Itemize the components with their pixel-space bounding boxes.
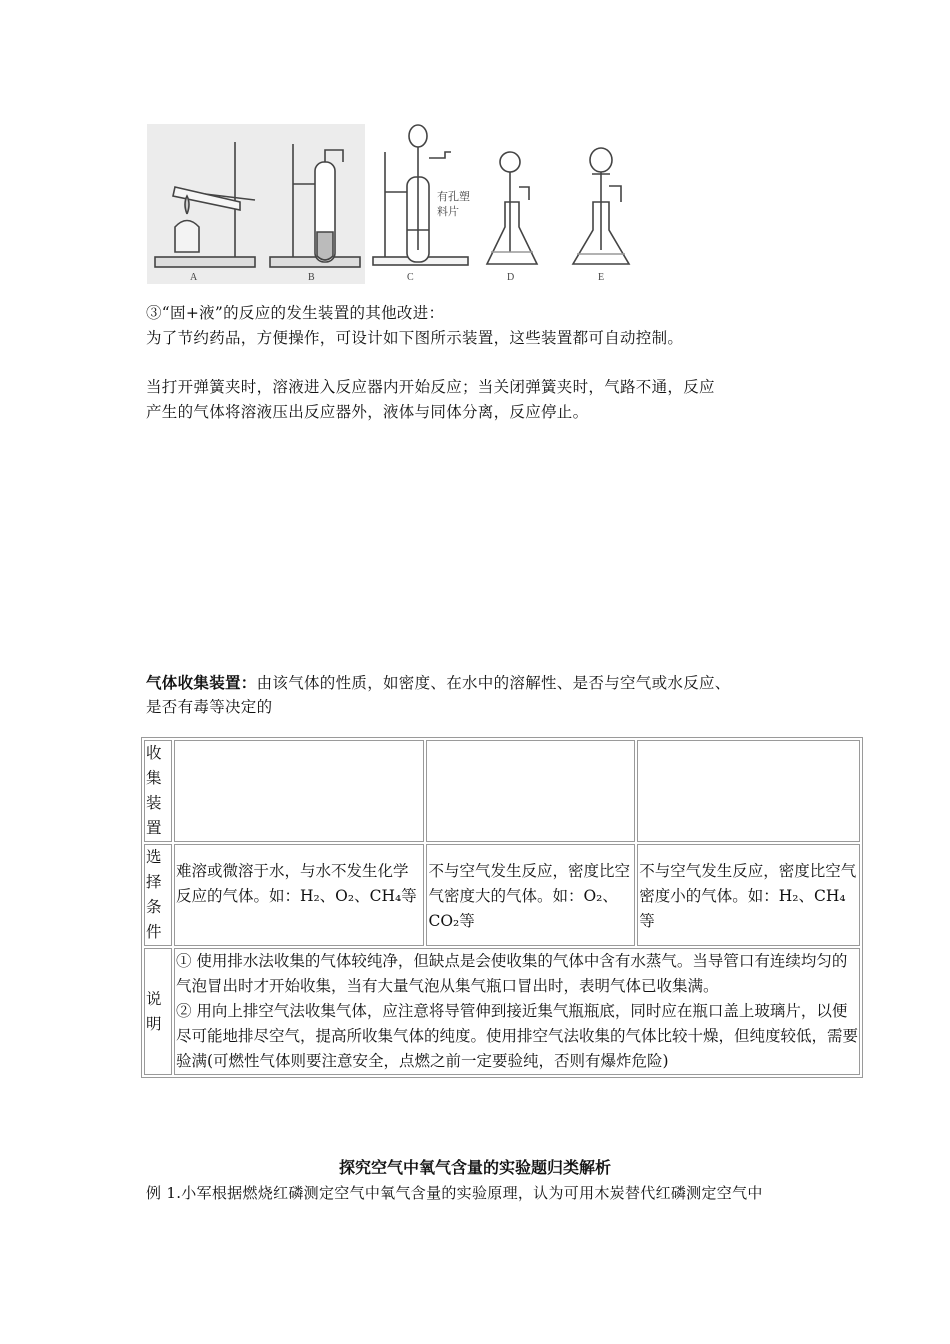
collection-line1: 由该气体的性质，如密度、在水中的溶解性、是否与空气或水反应、 [256, 674, 731, 692]
apparatus-figure [145, 122, 635, 290]
note-2: ② 用向上排空气法收集气体，应注意将导管伸到接近集气瓶瓶底，同时应在瓶口盖上玻璃片，以便尽可能地排尽空气，提高所收集气体的纯度。使用排空气法收集的气体比较十燥，但纯度较低，需要验满(可燃性气体则要注意安全，点燃之前一定要验纯，否则有爆炸危险) [175, 1002, 858, 1070]
apparatus-cell-1 [174, 740, 425, 842]
apparatus-cell-2 [426, 740, 635, 842]
example-1: 例 1.小军根据燃烧红磷测定空气中氧气含量的实验原理，认为可用木炭替代红磷测定空气中 [146, 1184, 763, 1202]
collection-intro [146, 670, 731, 696]
notes-cell [174, 948, 860, 1075]
table-row [144, 740, 860, 842]
label-A: A [190, 272, 198, 283]
note-1: ① 使用排水法收集的气体较纯净，但缺点是会使收集的气体中含有水蒸气。当导管口有连续均匀的气泡冒出时才开始收集，当有大量气泡从集气瓶口冒出时，表明气体已收集满。 [175, 952, 848, 995]
condition-cell-1: 难溶或微溶于水，与水不发生化学反应的气体。如：H₂、O₂、CH₄等 [174, 844, 425, 946]
paragraph-1: ③“固+液”的反应的发生装置的其他改进： [146, 304, 445, 322]
row-header-notes: 说明 [144, 948, 172, 1075]
section-title: 探究空气中氧气含量的实验题归类解析 [338, 1158, 611, 1177]
label-B: B [308, 272, 315, 283]
paragraph-3: 当打开弹簧夹时，溶液进入反应器内开始反应；当关闭弹簧夹时，气路不通，反应 [146, 378, 715, 396]
label-D: D [507, 272, 515, 283]
collection-line2: 是否有毒等决定的 [146, 698, 273, 716]
row-header-collect: 收集装置 [144, 740, 172, 842]
annotation-line1: 有孔塑 [437, 191, 470, 203]
paragraph-2: 为了节约药品，方便操作，可设计如下图所示装置，这些装置都可自动控制。 [146, 329, 684, 347]
collection-table [141, 737, 863, 1078]
row-header-condition: 选择条件 [144, 844, 172, 946]
table-row [144, 948, 860, 1075]
table-row [144, 844, 860, 946]
condition-cell-2: 不与空气发生反应，密度比空气密度大的气体。如：O₂、 CO₂等 [426, 844, 635, 946]
collection-heading: 气体收集装置： [146, 673, 257, 692]
condition-cell-3: 不与空气发生反应，密度比空气密度小的气体。如：H₂、CH₄等 [637, 844, 860, 946]
annotation-line2: 料片 [437, 206, 459, 218]
label-C: C [407, 272, 414, 283]
apparatus-cell-3 [637, 740, 860, 842]
label-E: E [598, 272, 605, 283]
paragraph-4: 产生的气体将溶液压出反应器外，液体与同体分离，反应停止。 [146, 403, 589, 421]
